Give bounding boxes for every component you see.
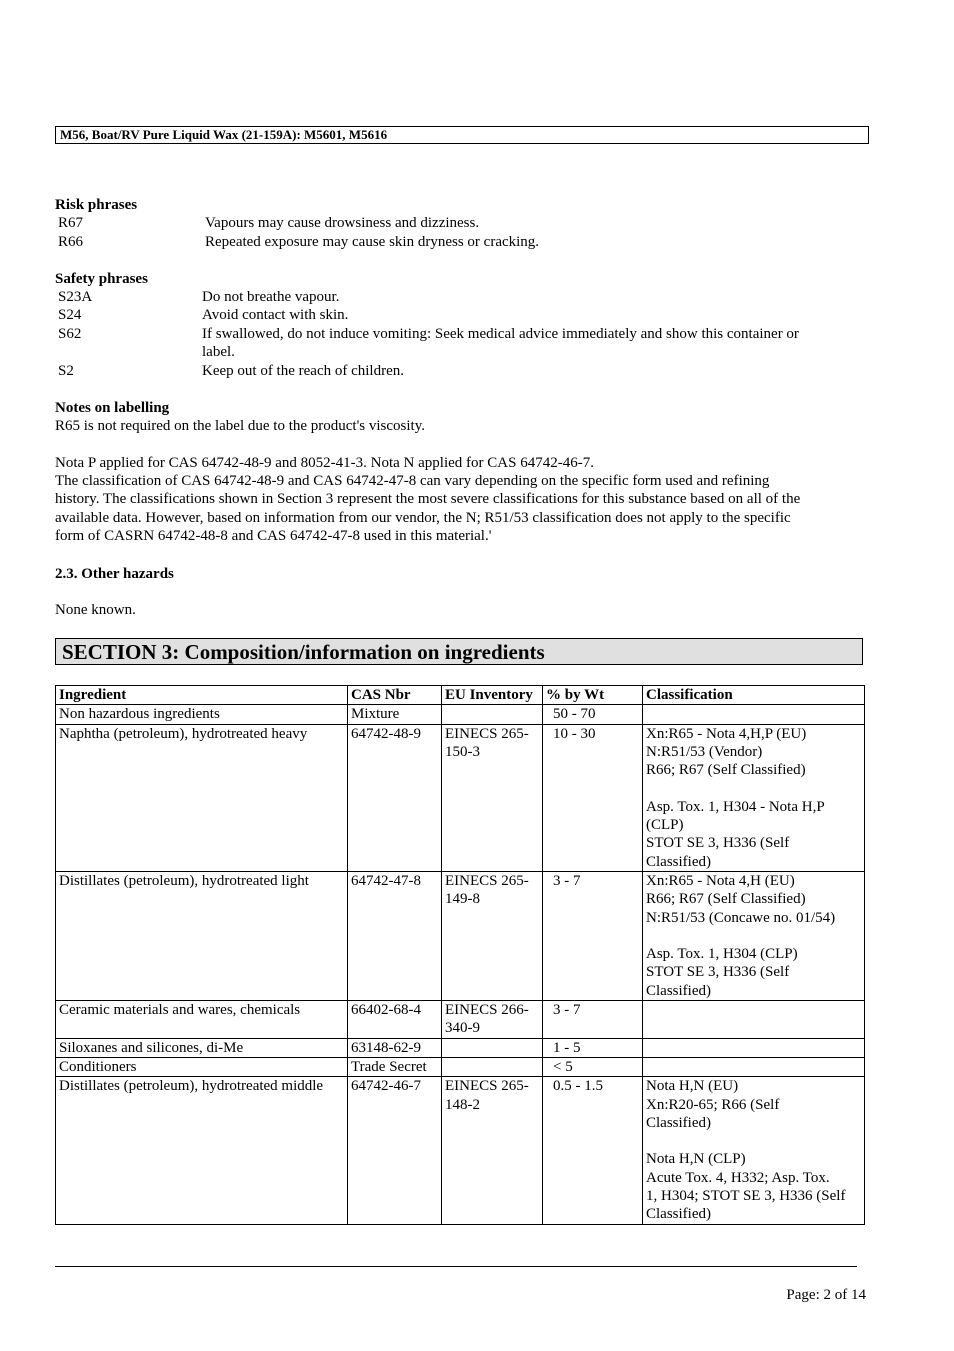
column-header-classification: Classification xyxy=(643,686,865,705)
table-row xyxy=(56,1077,865,1224)
eu-inventory xyxy=(442,871,543,1000)
labelling-note-line: The classification of CAS 64742-48-9 and CAS 64742-47-8 can vary depending on the specific form used and refining xyxy=(55,473,770,489)
classification-line: Classified) xyxy=(646,1206,711,1223)
eu-inventory xyxy=(442,1038,543,1057)
safety-phrase-code: S23A xyxy=(58,289,93,305)
classification-line: Classified) xyxy=(646,982,711,999)
eu-inventory-line: EINECS 265- xyxy=(445,725,529,742)
percent-by-weight: 0.5 - 1.5 xyxy=(543,1077,643,1224)
cas-number: 63148-62-9 xyxy=(348,1038,442,1057)
eu-inventory-line: 150-3 xyxy=(445,743,480,760)
classification-line: R66; R67 (Self Classified) xyxy=(646,891,806,908)
classification-line: Acute Tox. 4, H332; Asp. Tox. xyxy=(646,1169,830,1186)
percent-by-weight: 3 - 7 xyxy=(543,1001,643,1039)
classification-line: 1, H304; STOT SE 3, H336 (Self xyxy=(646,1188,846,1205)
eu-inventory xyxy=(442,724,543,871)
eu-inventory xyxy=(442,705,543,724)
table-row xyxy=(56,705,865,724)
labelling-note-line: Nota P applied for CAS 64742-48-9 and 8052-41-3. Nota N applied for CAS 64742-46-7. xyxy=(55,455,594,471)
classification-line: Nota H,N (EU) xyxy=(646,1078,739,1095)
classification xyxy=(643,1077,865,1224)
safety-phrase-code: S2 xyxy=(58,363,74,379)
other-hazards-heading: 2.3. Other hazards xyxy=(55,566,174,582)
classification-line: Classified) xyxy=(646,853,711,870)
labelling-note-line: form of CASRN 64742-48-8 and CAS 64742-47-8 used in this material.' xyxy=(55,528,492,544)
eu-inventory-line: EINECS 266- xyxy=(445,1002,529,1019)
table-header-row xyxy=(56,686,865,705)
column-header-percent-by-weight: % by Wt xyxy=(543,686,643,705)
document-header-title: M56, Boat/RV Pure Liquid Wax (21-159A): M5601, M5616 xyxy=(55,126,869,144)
classification-line: STOT SE 3, H336 (Self xyxy=(646,835,790,852)
other-hazards-text: None known. xyxy=(55,602,136,618)
classification xyxy=(643,724,865,871)
table-row xyxy=(56,724,865,871)
classification-spacer xyxy=(646,779,864,797)
eu-inventory-line: 149-8 xyxy=(445,891,480,908)
cas-number: 64742-47-8 xyxy=(348,871,442,1000)
cas-number: 66402-68-4 xyxy=(348,1001,442,1039)
ingredient-name: Conditioners xyxy=(56,1057,348,1076)
risk-phrase-text: Vapours may cause drowsiness and dizziness. xyxy=(205,215,480,231)
ingredient-name: Siloxanes and silicones, di-Me xyxy=(56,1038,348,1057)
safety-phrase-text-continued: label. xyxy=(202,344,235,360)
classification-line: Xn:R20-65; R66 (Self xyxy=(646,1096,780,1113)
cas-number: Mixture xyxy=(348,705,442,724)
cas-number: Trade Secret xyxy=(348,1057,442,1076)
notes-on-labelling-text: R65 is not required on the label due to the product's viscosity. xyxy=(55,418,425,434)
percent-by-weight: < 5 xyxy=(543,1057,643,1076)
eu-inventory xyxy=(442,1077,543,1224)
classification-spacer xyxy=(646,927,864,945)
cas-number: 64742-48-9 xyxy=(348,724,442,871)
classification-line: N:R51/53 (Vendor) xyxy=(646,743,763,760)
safety-phrase-text: Avoid contact with skin. xyxy=(202,307,349,323)
safety-phrase-text: Do not breathe vapour. xyxy=(202,289,340,305)
classification xyxy=(643,1038,865,1057)
ingredient-name: Ceramic materials and wares, chemicals xyxy=(56,1001,348,1039)
eu-inventory xyxy=(442,1001,543,1039)
safety-phrases-heading: Safety phrases xyxy=(55,271,148,287)
cas-number: 64742-46-7 xyxy=(348,1077,442,1224)
classification xyxy=(643,1057,865,1076)
risk-phrase-code: R67 xyxy=(58,215,84,231)
eu-inventory xyxy=(442,1057,543,1076)
eu-inventory-line: 148-2 xyxy=(445,1096,480,1113)
percent-by-weight: 50 - 70 xyxy=(543,705,643,724)
ingredients-table-body xyxy=(56,705,865,1224)
eu-inventory-line: EINECS 265- xyxy=(445,1078,529,1095)
safety-phrase-code: S62 xyxy=(58,326,82,342)
classification-line: N:R51/53 (Concawe no. 01/54) xyxy=(646,909,836,926)
column-header-cas: CAS Nbr xyxy=(348,686,442,705)
table-row xyxy=(56,1038,865,1057)
section-3-title: SECTION 3: Composition/information on ingredients xyxy=(55,638,863,665)
risk-phrase-code: R66 xyxy=(58,234,84,250)
labelling-note-line: history. The classifications shown in Section 3 represent the most severe classifications for this substance based on all of the xyxy=(55,491,801,507)
classification-line: Xn:R65 - Nota 4,H (EU) xyxy=(646,872,795,889)
risk-phrase-text: Repeated exposure may cause skin dryness or cracking. xyxy=(205,234,540,250)
classification-line: STOT SE 3, H336 (Self xyxy=(646,964,790,981)
safety-phrase-code: S24 xyxy=(58,307,82,323)
column-header-eu-inventory: EU Inventory xyxy=(442,686,543,705)
classification-line: Classified) xyxy=(646,1114,711,1131)
classification xyxy=(643,1001,865,1039)
classification-line: (CLP) xyxy=(646,817,684,834)
eu-inventory-line: 340-9 xyxy=(445,1020,480,1037)
classification-line: R66; R67 (Self Classified) xyxy=(646,762,806,779)
classification-line: Asp. Tox. 1, H304 - Nota H,P xyxy=(646,798,825,815)
notes-on-labelling-heading: Notes on labelling xyxy=(55,400,170,416)
ingredient-name: Distillates (petroleum), hydrotreated middle xyxy=(56,1077,348,1224)
classification xyxy=(643,705,865,724)
classification-line: Nota H,N (CLP) xyxy=(646,1151,746,1168)
page-number: Page: 2 of 14 xyxy=(786,1287,866,1303)
ingredient-name: Naphtha (petroleum), hydrotreated heavy xyxy=(56,724,348,871)
footer-divider xyxy=(55,1266,857,1267)
percent-by-weight: 1 - 5 xyxy=(543,1038,643,1057)
eu-inventory-line: EINECS 265- xyxy=(445,872,529,889)
percent-by-weight: 10 - 30 xyxy=(543,724,643,871)
ingredients-table xyxy=(55,685,865,1225)
classification-line: Asp. Tox. 1, H304 (CLP) xyxy=(646,946,798,963)
classification xyxy=(643,871,865,1000)
labelling-note-line: available data. However, based on information from our vendor, the N; R51/53 classification does not apply to the specific xyxy=(55,510,791,526)
classification-spacer xyxy=(646,1132,864,1150)
classification-line: Xn:R65 - Nota 4,H,P (EU) xyxy=(646,725,807,742)
risk-phrases-heading: Risk phrases xyxy=(55,197,138,213)
table-row xyxy=(56,1057,865,1076)
safety-phrase-text: If swallowed, do not induce vomiting: Seek medical advice immediately and show this container or xyxy=(202,326,799,342)
percent-by-weight: 3 - 7 xyxy=(543,871,643,1000)
ingredient-name: Non hazardous ingredients xyxy=(56,705,348,724)
table-row xyxy=(56,871,865,1000)
table-row xyxy=(56,1001,865,1039)
safety-phrase-text: Keep out of the reach of children. xyxy=(202,363,404,379)
column-header-ingredient: Ingredient xyxy=(56,686,348,705)
ingredient-name: Distillates (petroleum), hydrotreated light xyxy=(56,871,348,1000)
